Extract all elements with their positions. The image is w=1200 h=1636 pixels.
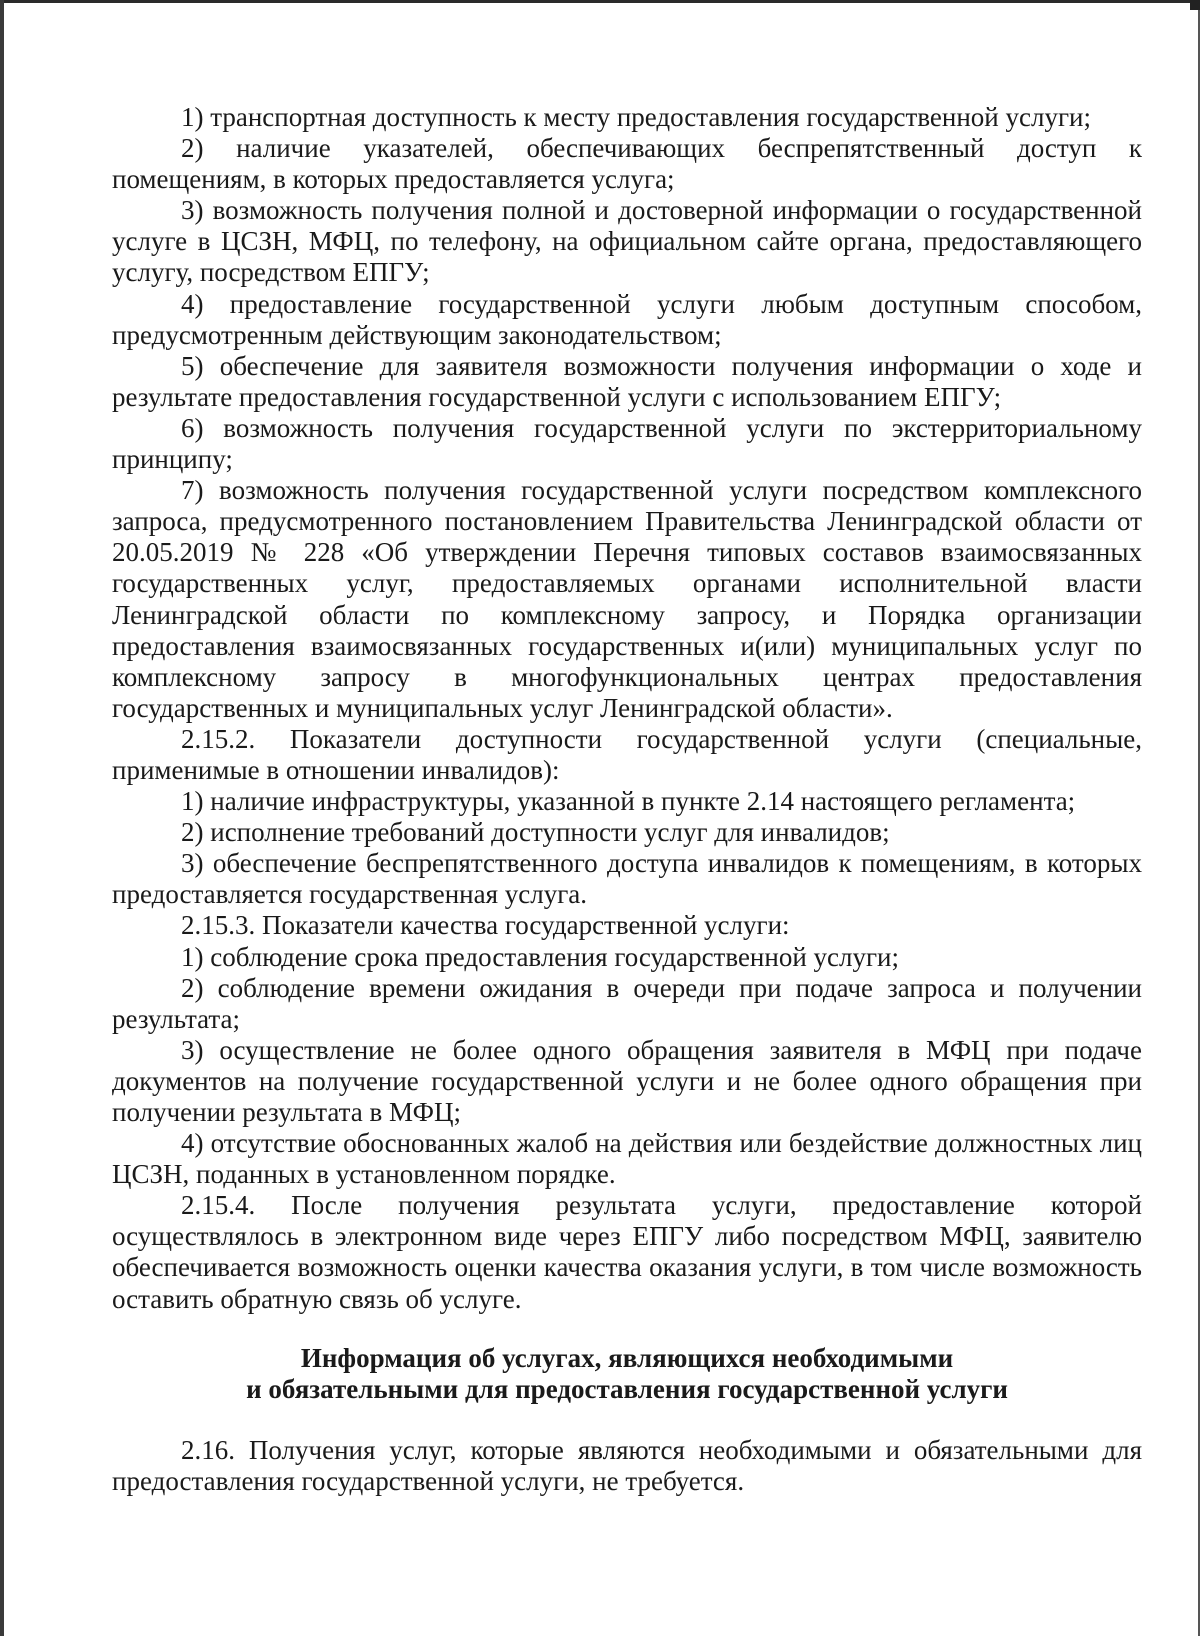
scan-edge-top — [0, 0, 1200, 3]
paragraph-2-16: 2.16. Получения услуг, которые являются необходимыми и обязательными для предоставления государственной услуги, не требуется. — [112, 1434, 1142, 1496]
paragraph-2-15-3: 2.15.3. Показатели качества государственной услуги: — [181, 910, 790, 941]
scan-corner — [1190, 0, 1200, 10]
paragraph-2-15-3-item-2: 2) соблюдение времени ожидания в очереди при подаче запроса и получении результата; — [112, 972, 1142, 1034]
scan-edge-left — [0, 0, 4, 1636]
paragraph-2-15-3-item-1: 1) соблюдение срока предоставления государственной услуги; — [181, 941, 900, 972]
paragraph-item-3-information: 3) возможность получения полной и достоверной информации о государственной услуге в ЦСЗН, МФЦ, по телефону, на официальном сайте органа, предоставляющего услугу, посредством ЕПГУ; — [112, 195, 1142, 288]
paragraph-item-1-transport: 1) транспортная доступность к месту предоставления государственной услуги; — [181, 102, 1091, 132]
document-body — [112, 102, 1142, 1497]
paragraph-2-15-3-item-3: 3) осуществление не более одного обращения заявителя в МФЦ при подаче документов на получение государственной услуги и не более одного обращения при получении результата в МФЦ; — [112, 1034, 1142, 1127]
paragraph-item-2-signs: 2) наличие указателей, обеспечивающих беспрепятственный доступ к помещениям, в которых предоставляется услуга; — [112, 133, 1142, 195]
paragraph-2-15-2-item-2: 2) исполнение требований доступности услуг для инвалидов; — [181, 817, 890, 848]
paragraph-2-15-4: 2.15.4. После получения результата услуги, предоставление которой осуществлялось в электронном виде через ЕПГУ либо посредством МФЦ, заявителю обеспечивается возможность оценки качества оказания услуги, в том числе возможность оставить обратную связь об услуге. — [112, 1190, 1142, 1314]
section-heading — [112, 1343, 1142, 1405]
paragraph-2-15-2-item-1: 1) наличие инфраструктуры, указанной в пункте 2.14 настоящего регламента; — [181, 786, 1076, 817]
paragraph-2-15-2: 2.15.2. Показатели доступности государственной услуги (специальные, применимые в отношении инвалидов): — [112, 723, 1142, 785]
paragraph-2-15-3-item-4: 4) отсутствие обоснованных жалоб на действия или бездействие должностных лиц ЦСЗН, поданных в установленном порядке. — [112, 1128, 1142, 1190]
paragraph-item-4-any-method: 4) предоставление государственной услуги любым доступным способом, предусмотренным действующим законодательством; — [112, 288, 1142, 350]
paragraph-item-7-complex-request: 7) возможность получения государственной услуги посредством комплексного запроса, предусмотренного постановлением Правительства Ленинградской области от 20.05.2019 № 228 «Об утверждении Перечня типовых составов взаимосвязанных государственных услуг, предоставляемых органами исполнительной власти Ленинградской области по комплексному запросу, и Порядка организации предоставления взаимосвязанных государственных и(или) муниципальных услуг по комплексному запросу в многофункциональных центрах предоставления государственных и муниципальных услуг Ленинградской области». — [112, 475, 1142, 723]
paragraph-item-5-progress-info: 5) обеспечение для заявителя возможности получения информации о ходе и результате предоставления государственной услуги с использованием ЕПГУ; — [112, 350, 1142, 412]
section-heading-line-1: Информация об услугах, являющихся необходимыми — [300, 1342, 954, 1373]
section-heading-line-2: и обязательными для предоставления государственной услуги — [246, 1373, 1008, 1404]
paragraph-2-15-2-item-3: 3) обеспечение беспрепятственного доступа инвалидов к помещениям, в которых предоставляется государственная услуга. — [112, 848, 1142, 910]
paragraph-item-6-extraterritorial: 6) возможность получения государственной услуги по экстерриториальному принципу; — [112, 412, 1142, 475]
